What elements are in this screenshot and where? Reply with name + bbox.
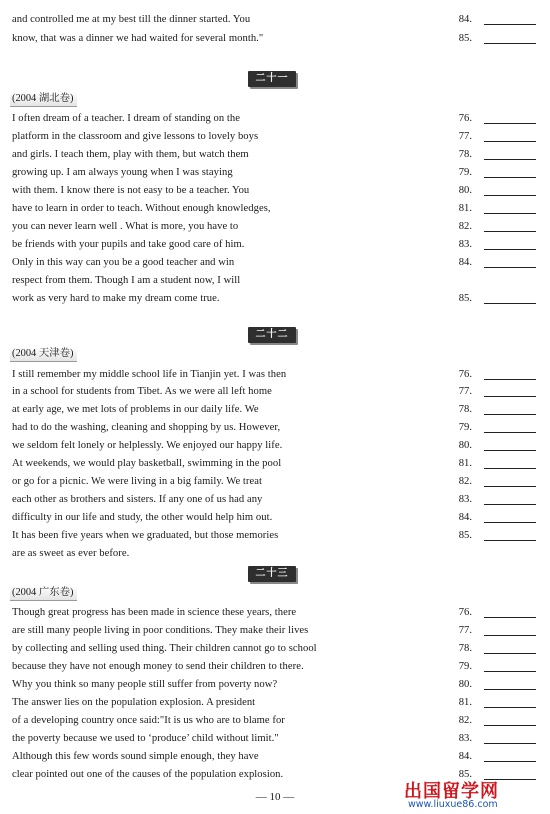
passage-line: are as sweet as ever before. <box>12 548 130 559</box>
answer-blank[interactable] <box>484 414 536 415</box>
page-number: — 10 — <box>255 791 295 803</box>
question-number: 79. <box>458 661 472 672</box>
question-number: 84. <box>458 751 472 762</box>
passage-line: platform in the classroom and give lessons to lovely boys <box>12 131 259 142</box>
passage-line: with them. I know there is not easy to be a teacher. You <box>12 185 250 196</box>
passage-line: clear pointed out one of the causes of the population explosion. <box>12 769 284 780</box>
question-number: 82. <box>458 715 472 726</box>
question-number: 79. <box>458 422 472 433</box>
question-number: 77. <box>458 386 472 397</box>
passage-line: I often dream of a teacher. I dream of standing on the <box>12 113 241 124</box>
answer-blank[interactable] <box>484 707 536 708</box>
answer-blank[interactable] <box>484 432 536 433</box>
answer-blank[interactable] <box>484 450 536 451</box>
passage-line: know, that was a dinner we had waited for several month." <box>12 33 264 44</box>
passage-line: at early age, we met lots of problems in our daily life. We <box>12 404 259 415</box>
passage-line: Though great progress has been made in science these years, there <box>12 607 297 618</box>
question-number: 76. <box>458 607 472 618</box>
question-number: 80. <box>458 440 472 451</box>
passage-line: by collecting and selling used thing. Their children cannot go to school <box>12 643 317 654</box>
question-number: 84. <box>458 14 472 25</box>
question-number: 85. <box>458 33 472 44</box>
question-number: 83. <box>458 239 472 250</box>
passage-line: or go for a picnic. We were living in a big family. We treat <box>12 476 262 487</box>
answer-blank[interactable] <box>484 177 536 178</box>
question-number: 81. <box>458 203 472 214</box>
source-label: (2004 湖北卷) <box>10 92 77 107</box>
question-number: 85. <box>458 530 472 541</box>
answer-blank[interactable] <box>484 486 536 487</box>
passage-line: difficulty in our life and study, the other would help him out. <box>12 512 273 523</box>
question-number: 84. <box>458 512 472 523</box>
question-number: 77. <box>458 625 472 636</box>
passage-line: you can never learn well . What is more, you have to <box>12 221 239 232</box>
passage-line: of a developing country once said:"It is us who are to blame for <box>12 715 285 726</box>
passage-line: At weekends, we would play basketball, swimming in the pool <box>12 458 282 469</box>
answer-blank[interactable] <box>484 379 536 380</box>
answer-blank[interactable] <box>484 635 536 636</box>
answer-blank[interactable] <box>484 141 536 142</box>
answer-blank[interactable] <box>484 671 536 672</box>
passage-line: the poverty because we used to ‘produce’ child without limit." <box>12 733 279 744</box>
watermark-url: www.liuxue86.com <box>408 799 498 810</box>
question-number: 85. <box>458 769 472 780</box>
question-number: 85. <box>458 293 472 304</box>
answer-blank[interactable] <box>484 43 536 44</box>
passage-line: because they have not enough money to send their children to there. <box>12 661 304 672</box>
passage-line: Only in this way can you be a good teacher and win <box>12 257 235 268</box>
answer-blank[interactable] <box>484 24 536 25</box>
passage-line: Why you think so many people still suffer from poverty now? <box>12 679 278 690</box>
passage-line: respect from them. Though I am a student now, I will <box>12 275 241 286</box>
question-number: 81. <box>458 458 472 469</box>
answer-blank[interactable] <box>484 743 536 744</box>
answer-blank[interactable] <box>484 195 536 196</box>
answer-blank[interactable] <box>484 249 536 250</box>
answer-blank[interactable] <box>484 689 536 690</box>
answer-blank[interactable] <box>484 761 536 762</box>
answer-blank[interactable] <box>484 617 536 618</box>
answer-blank[interactable] <box>484 725 536 726</box>
question-number: 84. <box>458 257 472 268</box>
passage-line: had to do the washing, cleaning and shopping by us. However, <box>12 422 281 433</box>
question-number: 80. <box>458 185 472 196</box>
passage-line: have to learn in order to teach. Without enough knowledges, <box>12 203 271 214</box>
answer-blank[interactable] <box>484 468 536 469</box>
watermark-logo <box>404 777 544 811</box>
passage-line: each other as brothers and sisters. If any one of us had any <box>12 494 263 505</box>
passage-line: we seldom felt lonely or helplessly. We enjoyed our happy life. <box>12 440 283 451</box>
passage-line: It has been five years when we graduated, but those memories <box>12 530 279 541</box>
passage-line: The answer lies on the population explosion. A president <box>12 697 256 708</box>
question-number: 76. <box>458 113 472 124</box>
passage-line: be friends with your pupils and take good care of him. <box>12 239 245 250</box>
question-number: 82. <box>458 221 472 232</box>
answer-blank[interactable] <box>484 123 536 124</box>
passage-line: and girls. I teach them, play with them, but watch them <box>12 149 249 160</box>
source-label: (2004 天津卷) <box>10 347 77 362</box>
passage-line: I still remember my middle school life in Tianjin yet. I was then <box>12 369 287 380</box>
question-number: 80. <box>458 679 472 690</box>
watermark-text: 出国留学网 <box>404 781 499 802</box>
passage-line: work as very hard to make my dream come true. <box>12 293 220 304</box>
question-number: 83. <box>458 494 472 505</box>
answer-blank[interactable] <box>484 213 536 214</box>
question-number: 78. <box>458 404 472 415</box>
section-banner: 二十一 <box>248 71 296 87</box>
section-banner: 二十三 <box>248 566 296 582</box>
question-number: 76. <box>458 369 472 380</box>
question-number: 81. <box>458 697 472 708</box>
passage-line: growing up. I am always young when I was staying <box>12 167 233 178</box>
answer-blank[interactable] <box>484 653 536 654</box>
question-number: 83. <box>458 733 472 744</box>
question-number: 82. <box>458 476 472 487</box>
answer-blank[interactable] <box>484 231 536 232</box>
question-number: 79. <box>458 167 472 178</box>
answer-blank[interactable] <box>484 522 536 523</box>
passage-line: Although this few words sound simple enough, they have <box>12 751 259 762</box>
passage-line: are still many people living in poor conditions. They make their lives <box>12 625 309 636</box>
answer-blank[interactable] <box>484 504 536 505</box>
question-number: 78. <box>458 643 472 654</box>
passage-line: in a school for students from Tibet. As we were all left home <box>12 386 272 397</box>
source-label: (2004 广东卷) <box>10 586 77 601</box>
answer-blank[interactable] <box>484 267 536 268</box>
section-banner: 二十二 <box>248 327 296 343</box>
answer-blank[interactable] <box>484 396 536 397</box>
question-number: 77. <box>458 131 472 142</box>
answer-blank[interactable] <box>484 159 536 160</box>
answer-blank[interactable] <box>484 303 536 304</box>
passage-line: and controlled me at my best till the dinner started. You <box>12 14 251 25</box>
question-number: 78. <box>458 149 472 160</box>
answer-blank[interactable] <box>484 540 536 541</box>
